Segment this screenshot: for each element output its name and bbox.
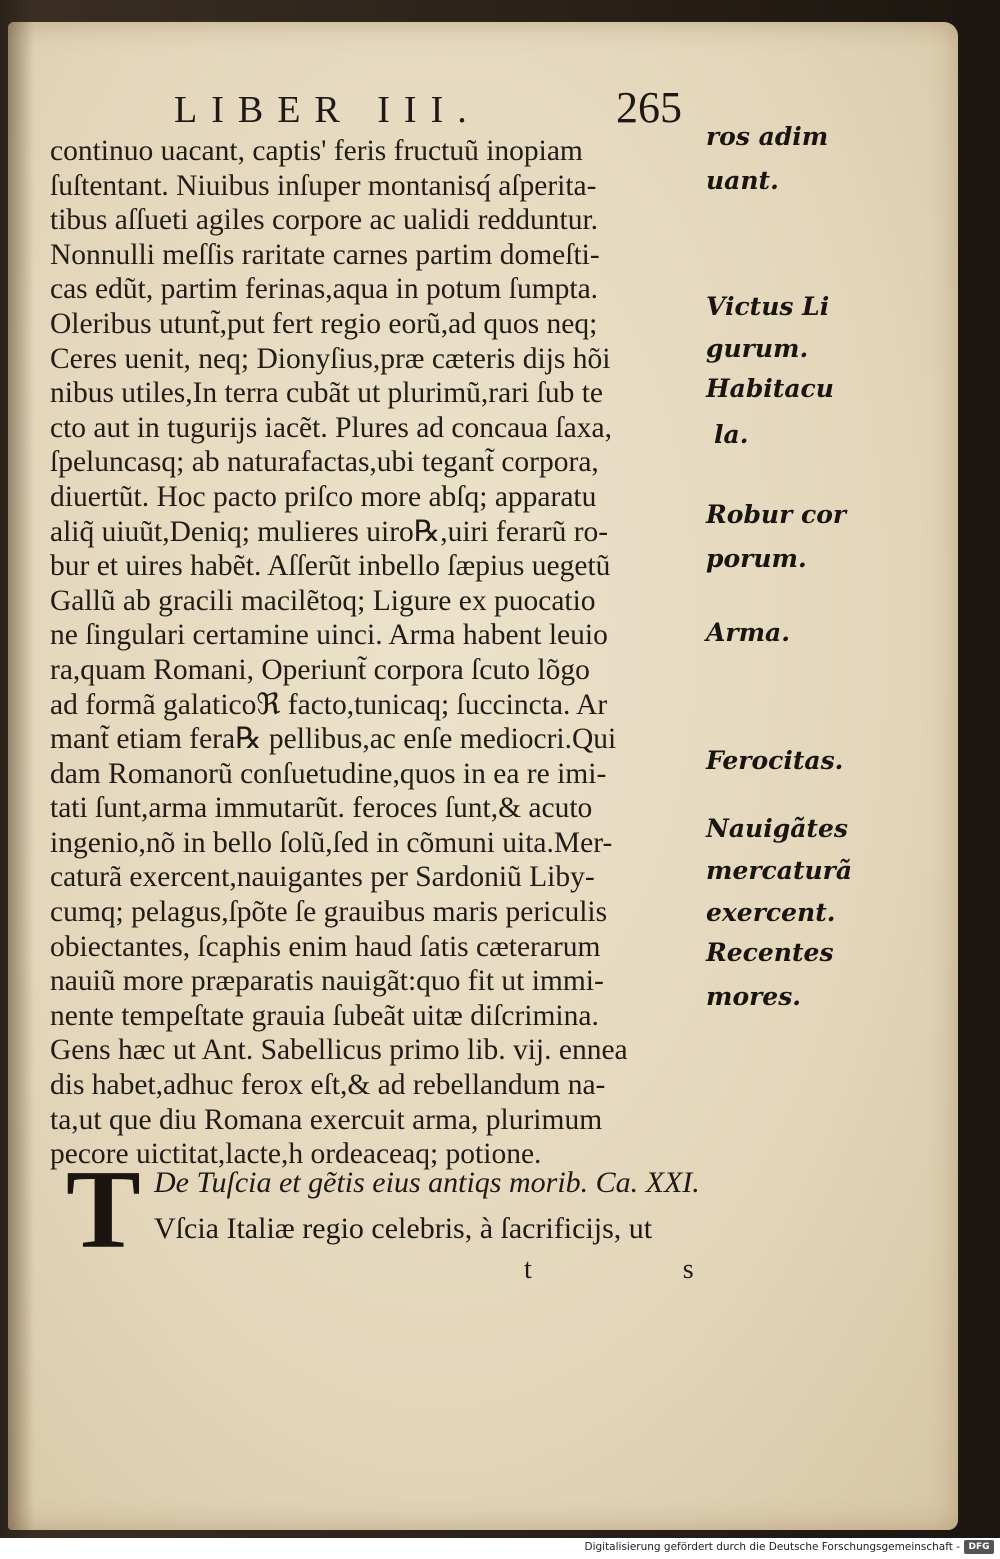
text-line: cas edũt, partim ferinas,aqua in potum ſumpta. xyxy=(50,273,599,306)
text-line: ne ſingulari certamine uinci. Arma habent leuio xyxy=(50,619,608,652)
margin-note: uant. xyxy=(706,166,779,195)
text-line: dis habet,adhuc ferox eſt,& ad rebellandum na- xyxy=(50,1069,606,1102)
text-line: ta,ut que diu Romana exercuit arma, plurimum xyxy=(50,1103,603,1136)
margin-note: Recentes xyxy=(706,938,834,967)
margin-note: Ferocitas. xyxy=(706,746,844,775)
margin-note: gurum. xyxy=(706,334,809,363)
margin-note: Nauigãtes xyxy=(706,814,848,843)
margin-note: Arma. xyxy=(706,618,790,647)
text-line: tati ſunt,arma immutarũt. feroces ſunt,& acuto xyxy=(50,792,593,825)
text-line: tibus aſſueti agiles corpore ac ualidi redduntur. xyxy=(50,204,599,237)
text-line: ad formã galaticoℜ facto,tunicaq; ſuccincta. Ar xyxy=(50,688,608,721)
margin-note: Robur cor xyxy=(706,500,847,529)
text-line: Nonnulli meſſis raritate carnes partim domeſti- xyxy=(50,238,600,271)
chapter-heading: De Tuſcia et gẽtis eius antiqs morib. Ca. XXI. xyxy=(154,1166,700,1199)
text-line: cto aut in tugurijs iacẽt. Plures ad concaua ſaxa, xyxy=(50,411,612,444)
chapter-first-line: Vſcia Italiæ regio celebris, à ſacrificijs, ut xyxy=(154,1212,653,1245)
text-line: ſpeluncasq; ab naturafactas,ubi tegant̃ corpora, xyxy=(50,446,599,479)
text-line: pecore uictitat,lacte,h ordeaceaq; potione. xyxy=(50,1138,542,1171)
page-gutter-shadow xyxy=(8,22,34,1530)
margin-note: exercent. xyxy=(706,898,836,927)
marginal-notes xyxy=(706,22,946,1530)
text-line: cumq; pelagus,ſpõte ſe grauibus maris periculis xyxy=(50,896,608,929)
text-line: caturã exercent,nauigantes per Sardoniũ Liby- xyxy=(50,861,595,894)
text-line: aliq̃ uiuũt,Deniq; mulieres uiro℞,uiri ferarũ ro- xyxy=(50,515,609,548)
text-line: Gens hæc ut Ant. Sabellicus primo lib. vij. ennea xyxy=(50,1034,628,1067)
text-line: ingenio,nõ in bello ſolũ,ſed in cõmuni uita.Mer- xyxy=(50,826,613,859)
book-page xyxy=(8,22,958,1530)
dfg-logo: DFG xyxy=(964,1540,994,1554)
text-line: continuo uacant, captis' feris fructuũ inopiam xyxy=(50,135,583,167)
text-line: bur et uires habẽt. Aſſerũt inbello ſæpius uegetũ xyxy=(50,550,611,583)
margin-note: Victus Li xyxy=(706,292,830,321)
margin-note: la. xyxy=(714,420,749,449)
margin-note: ros adim xyxy=(706,122,829,151)
text-line: ſuſtentant. Niuibus inſuper montanisq́ aſperita- xyxy=(50,169,597,202)
digitization-credit: Digitalisierung gefördert durch die Deutsche Forschungsgemeinschaft - xyxy=(584,1541,960,1553)
text-line: nibus utiles,In terra cubãt ut plurimũ,rari ſub te xyxy=(50,377,603,410)
margin-note: Habitacu xyxy=(706,374,834,403)
text-line: dam Romanorũ conſuetudine,quos in ea re imi- xyxy=(50,757,607,790)
text-line: Ceres uenit, neq; Dionyſius,præ cæteris dijs hõi xyxy=(50,342,611,375)
running-head: LIBER III. xyxy=(174,89,481,131)
margin-note: porum. xyxy=(706,544,807,573)
decorated-initial: T xyxy=(66,1148,141,1272)
text-line: Gallũ ab gracili macilẽtoq; Ligure ex puocatio xyxy=(50,584,596,617)
footer-bar xyxy=(0,1538,1000,1559)
margin-note: mores. xyxy=(706,982,801,1011)
text-line: ra,quam Romani, Operiunt̃ corpora ſcuto lõgo xyxy=(50,653,590,686)
catchword: t s xyxy=(524,1254,766,1285)
text-line: mant̃ etiam fera℞ pellibus,ac enſe mediocri.Qui xyxy=(50,723,617,756)
page-number: 265 xyxy=(616,83,682,132)
text-line: obiectantes, ſcaphis enim haud ſatis cæterarum xyxy=(50,930,601,963)
text-line: nauiũ more præparatis nauigãt:quo fit ut immi- xyxy=(50,965,604,998)
text-line: diuertũt. Hoc pacto priſco more abſq; apparatu xyxy=(50,480,597,513)
text-line: nente tempeſtate grauia ſubeãt uitæ diſcrimina. xyxy=(50,999,599,1032)
text-line: Oleribus utunt̃,put fert regio eorũ,ad quos neq; xyxy=(50,307,598,340)
margin-note: mercaturã xyxy=(706,856,853,885)
main-text-block xyxy=(50,134,730,1172)
